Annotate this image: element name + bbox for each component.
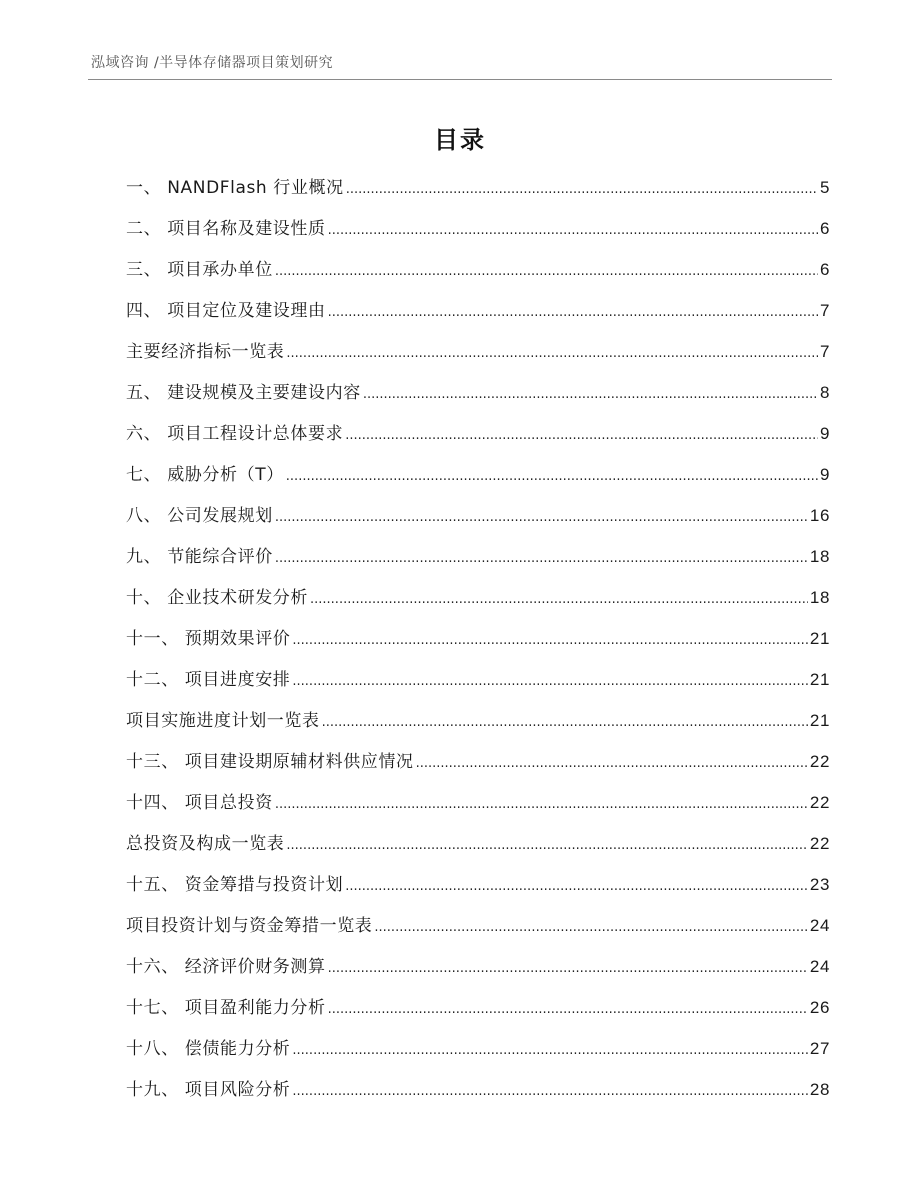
toc-entry[interactable] [126,249,830,290]
toc-entry-page-number: 27 [809,1039,830,1058]
table-of-contents [126,167,830,1110]
toc-entry-page-number: 9 [819,424,830,443]
toc-dot-leader [363,374,818,415]
toc-entry[interactable] [126,700,830,741]
toc-dot-leader [275,497,808,538]
toc-entry-label: 十五、 资金筹措与投资计划 [126,875,344,895]
toc-entry-label: 五、 建设规模及主要建设内容 [126,383,361,403]
toc-dot-leader [286,333,818,374]
toc-entry[interactable] [126,618,830,659]
toc-dot-leader [345,415,818,456]
toc-entry-page-number: 5 [819,178,830,197]
toc-entry-page-number: 23 [809,875,830,894]
toc-dot-leader [416,743,808,784]
toc-dot-leader [275,251,818,292]
toc-entry-label: 十三、 项目建设期原辅材料供应情况 [126,752,414,772]
toc-entry-label: 七、 威胁分析（T） [126,465,284,485]
toc-entry-label: 总投资及构成一览表 [126,834,285,854]
toc-entry-label: 六、 项目工程设计总体要求 [126,424,344,444]
toc-entry[interactable] [126,987,830,1028]
toc-dot-leader [328,989,808,1030]
toc-entry[interactable] [126,823,830,864]
toc-entry[interactable] [126,495,830,536]
toc-dot-leader [286,825,807,866]
toc-entry[interactable] [126,536,830,577]
toc-entry-label: 十一、 预期效果评价 [126,629,291,649]
toc-entry[interactable] [126,208,830,249]
toc-entry-label: 四、 项目定位及建设理由 [126,301,326,321]
toc-entry[interactable] [126,167,830,208]
toc-entry-label: 九、 节能综合评价 [126,547,273,567]
toc-entry-page-number: 9 [819,465,830,484]
toc-entry-label: 十四、 项目总投资 [126,793,273,813]
toc-entry[interactable] [126,454,830,495]
toc-dot-leader [328,948,808,989]
toc-dot-leader [374,907,807,948]
toc-entry-page-number: 24 [809,916,830,935]
toc-entry-page-number: 18 [809,547,830,566]
running-header: 泓域咨询 /半导体存储器项目策划研究 [91,55,334,71]
toc-entry-page-number: 26 [809,998,830,1017]
toc-dot-leader [345,866,808,907]
toc-entry-page-number: 18 [809,588,830,607]
toc-dot-leader [322,702,808,743]
toc-entry-label: 一、 NANDFlash 行业概况 [126,178,344,198]
toc-title: 目录 [434,126,486,154]
toc-entry[interactable] [126,290,830,331]
toc-entry[interactable] [126,905,830,946]
toc-entry-label: 十九、 项目风险分析 [126,1080,291,1100]
toc-entry[interactable] [126,331,830,372]
toc-dot-leader [292,1071,807,1112]
toc-entry[interactable] [126,1028,830,1069]
toc-entry-label: 二、 项目名称及建设性质 [126,219,326,239]
toc-entry-label: 项目实施进度计划一览表 [126,711,320,731]
toc-entry[interactable] [126,946,830,987]
toc-entry-page-number: 22 [809,752,830,771]
toc-entry[interactable] [126,782,830,823]
toc-entry-page-number: 24 [809,957,830,976]
toc-entry-label: 十七、 项目盈利能力分析 [126,998,326,1018]
toc-entry[interactable] [126,864,830,905]
toc-entry-label: 八、 公司发展规划 [126,506,273,526]
toc-dot-leader [275,538,808,579]
toc-entry[interactable] [126,413,830,454]
toc-entry-page-number: 7 [819,342,830,361]
toc-entry[interactable] [126,372,830,413]
toc-dot-leader [275,784,808,825]
toc-entry-label: 项目投资计划与资金筹措一览表 [126,916,373,936]
toc-dot-leader [328,292,818,333]
toc-entry-label: 十六、 经济评价财务测算 [126,957,326,977]
toc-entry-page-number: 28 [809,1080,830,1099]
toc-entry[interactable] [126,577,830,618]
toc-entry-page-number: 22 [809,793,830,812]
toc-dot-leader [310,579,808,620]
toc-dot-leader [346,169,818,210]
toc-entry[interactable] [126,659,830,700]
toc-entry-page-number: 6 [819,219,830,238]
toc-dot-leader [292,620,807,661]
toc-entry[interactable] [126,1069,830,1110]
toc-entry-page-number: 16 [809,506,830,525]
toc-entry-label: 十二、 项目进度安排 [126,670,291,690]
toc-dot-leader [328,210,818,251]
header-divider [88,79,832,80]
toc-entry-page-number: 22 [809,834,830,853]
toc-entry-label: 三、 项目承办单位 [126,260,273,280]
toc-dot-leader [292,661,807,702]
toc-entry-page-number: 6 [819,260,830,279]
toc-entry-label: 十八、 偿债能力分析 [126,1039,291,1059]
toc-entry-label: 十、 企业技术研发分析 [126,588,309,608]
toc-entry-label: 主要经济指标一览表 [126,342,285,362]
toc-entry-page-number: 7 [819,301,830,320]
toc-entry-page-number: 21 [809,629,830,648]
toc-entry-page-number: 21 [809,711,830,730]
toc-entry-page-number: 8 [819,383,830,402]
toc-entry[interactable] [126,741,830,782]
toc-dot-leader [292,1030,807,1071]
toc-dot-leader [286,456,818,497]
toc-entry-page-number: 21 [809,670,830,689]
